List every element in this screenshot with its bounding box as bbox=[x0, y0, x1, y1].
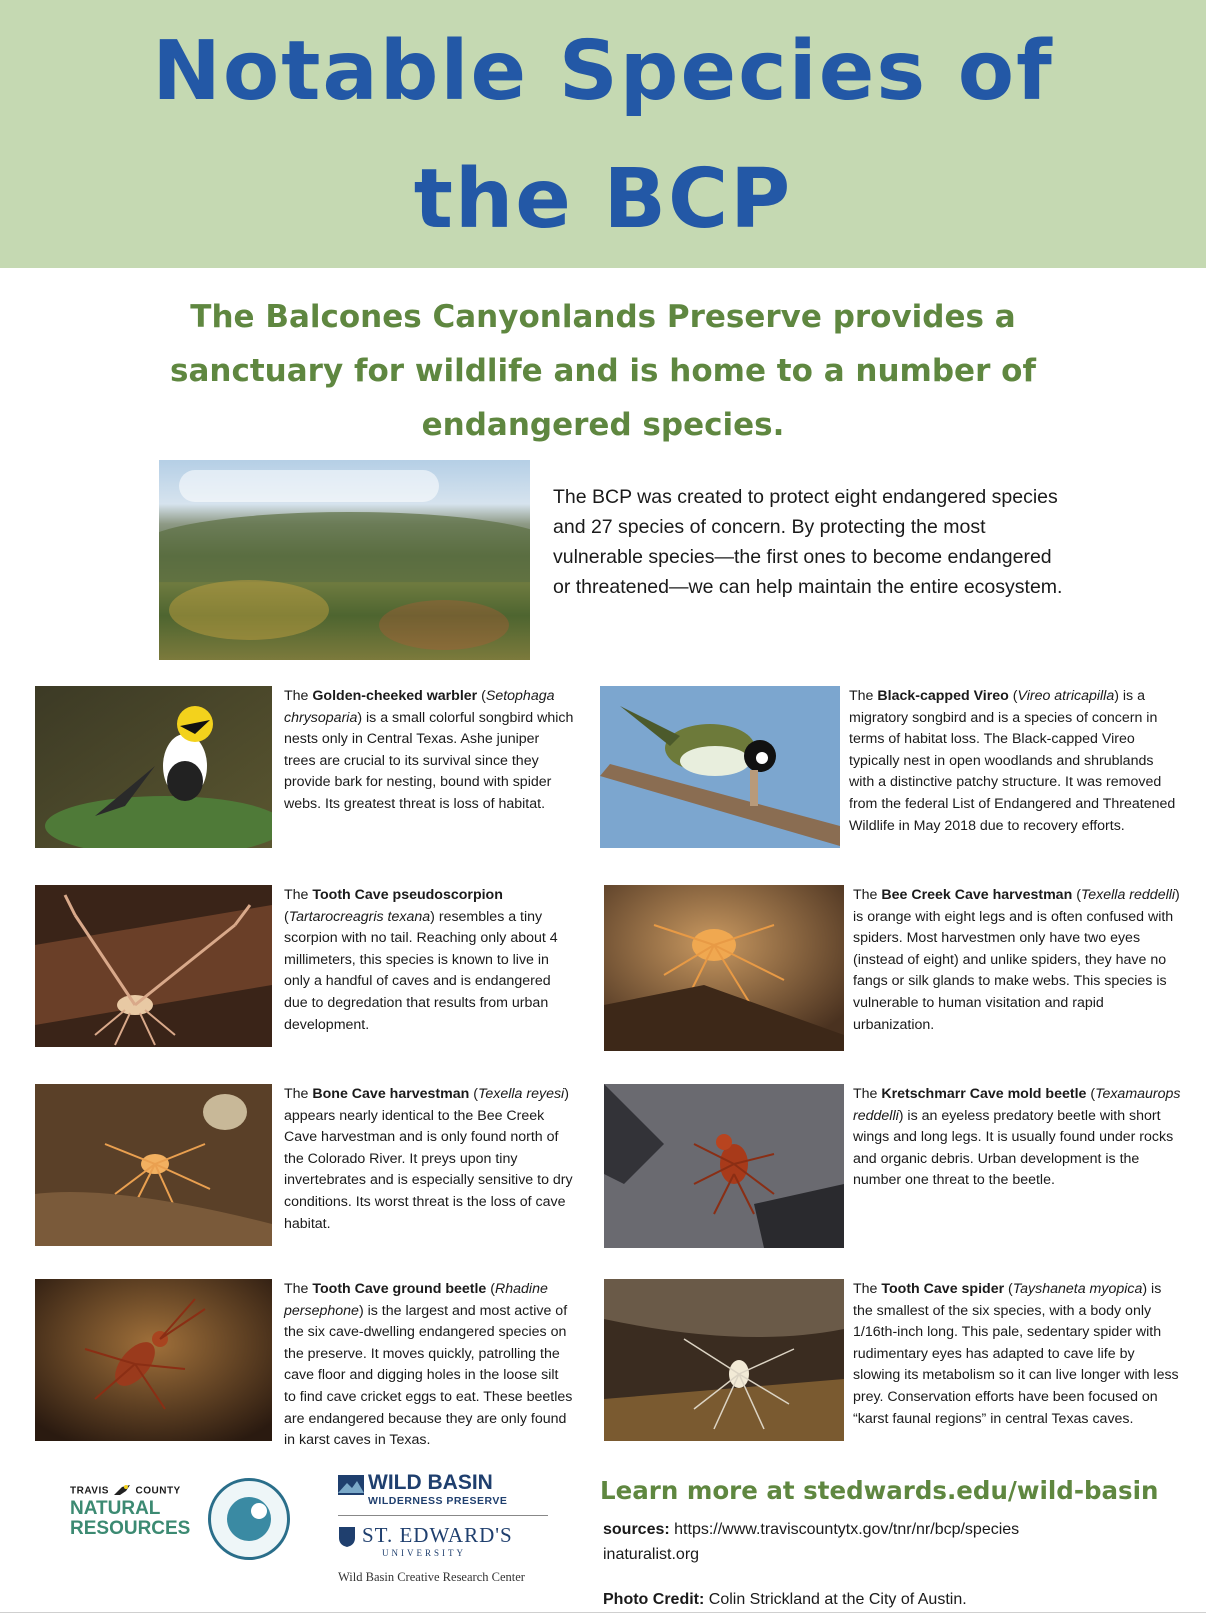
source-link-travis[interactable]: https://www.traviscountytx.gov/tnr/nr/bcp/species bbox=[669, 1521, 1020, 1538]
intro-paragraph bbox=[553, 482, 1093, 602]
shield-icon bbox=[338, 1526, 356, 1548]
species-card-tooth-cave-spider bbox=[604, 1279, 1179, 1459]
county-label: COUNTY bbox=[135, 1485, 181, 1497]
st-edwards-label: ST. EDWARD'S bbox=[362, 1522, 513, 1547]
tooth-cave-spider-photo bbox=[604, 1279, 844, 1441]
mountain-icon bbox=[338, 1475, 364, 1495]
black-capped-vireo-description: The Black-capped Vireo (Vireo atricapilla) is a migratory songbird and is a species of concern in terms of habitat loss. The Black-capped Vireo typically nest in open woodlands and shrublands with a distinctive patchy structure. It was removed from the federal List of Endangered and Threatened Wildlife in May 2018 due to recovery efforts. bbox=[849, 688, 1176, 834]
species-card-tooth-cave-ground-beetle bbox=[35, 1279, 595, 1459]
resources-label: RESOURCES bbox=[70, 1518, 191, 1539]
photo-credit-label: Photo Credit: bbox=[603, 1591, 705, 1608]
bottom-divider bbox=[0, 1612, 1206, 1613]
wilderness-preserve-label: WILDERNESS PRESERVE bbox=[368, 1494, 508, 1507]
bee-creek-cave-harvestman-photo bbox=[604, 885, 844, 1051]
learn-more-link[interactable]: Learn more at stedwards.edu/wild-basin bbox=[600, 1476, 1159, 1505]
subtitle-line-2: sanctuary for wildlife and is home to a number of bbox=[170, 353, 1036, 389]
photo-credit bbox=[603, 1590, 1163, 1610]
bee-creek-cave-harvestman-description: The Bee Creek Cave harvestman (Texella reddelli) is orange with eight legs and is often confused with spiders. Most harvestmen only have two eyes (instead of eight) and unlike spiders, they have no fangs or silk glands to make webs. This species is vulnerable to human visitation and rapid urbanization. bbox=[853, 887, 1180, 1033]
wild-basin-st-edwards-logo bbox=[338, 1472, 548, 1592]
black-capped-vireo-photo bbox=[600, 686, 840, 848]
tooth-cave-spider-description: The Tooth Cave spider (Tayshaneta myopica) is the smallest of the six species, with a body only 1/16th-inch long. This pale, sedentary spider with rudimentary eyes has adapted to cave life by slowing its metabolism so it can live longer with less prey. Conservation efforts have been focused on “karst faunal regions” in central Texas caves. bbox=[853, 1281, 1179, 1427]
divider bbox=[338, 1515, 548, 1516]
balcones-canyonlands-preserve-seal bbox=[208, 1478, 290, 1560]
kretschmarr-cave-mold-beetle-description: The Kretschmarr Cave mold beetle (Texamaurops reddelli) is an eyeless predatory beetle with short wings and long legs. It is usually found under rocks and organic debris. Urban development is the number one threat to the beetle. bbox=[853, 1086, 1181, 1189]
photo-credit-text: Colin Strickland at the City of Austin. bbox=[704, 1591, 967, 1608]
wild-basin-label: WILD BASIN bbox=[368, 1471, 493, 1494]
intro-line-2: and 27 species of concern. By protecting the most bbox=[553, 516, 986, 538]
golden-cheeked-warbler-photo bbox=[35, 686, 272, 848]
species-card-bee-creek-cave-harvestman bbox=[604, 885, 1180, 1065]
subtitle bbox=[150, 290, 1056, 452]
tooth-cave-ground-beetle-photo bbox=[35, 1279, 272, 1441]
sources-label: sources: bbox=[603, 1521, 670, 1538]
species-card-kretschmarr-cave-mold-beetle bbox=[604, 1084, 1181, 1264]
sources bbox=[603, 1517, 1163, 1567]
species-card-golden-cheeked-warbler bbox=[35, 686, 595, 866]
page-title-line-1: Notable Species of bbox=[152, 24, 1054, 119]
species-card-bone-cave-harvestman bbox=[35, 1084, 595, 1264]
kretschmarr-cave-mold-beetle-photo bbox=[604, 1084, 844, 1248]
title-banner bbox=[0, 0, 1206, 268]
golden-cheeked-warbler-description: The Golden-cheeked warbler (Setophaga chrysoparia) is a small colorful songbird which nests only in Central Texas. Ashe juniper trees are crucial to its survival since they provide bark for nesting, bound with spider webs. Its greatest threat is loss of habitat. bbox=[284, 688, 574, 812]
bird-icon bbox=[112, 1483, 132, 1499]
travis-county-natural-resources-logo bbox=[70, 1483, 200, 1553]
bone-cave-harvestman-description: The Bone Cave harvestman (Texella reyesi) appears nearly identical to the Bee Creek Cave harvestman and is only found north of the Colorado River. It preys upon tiny invertebrates and is especially sensitive to dry conditions. Its worst threat is the loss of cave habitat. bbox=[284, 1086, 573, 1232]
subtitle-line-1: The Balcones Canyonlands Preserve provides a bbox=[190, 299, 1016, 335]
intro-line-4: or threatened—we can help maintain the entire ecosystem. bbox=[553, 576, 1063, 598]
tooth-cave-pseudoscorpion-description: The Tooth Cave pseudoscorpion (Tartarocreagris texana) resembles a tiny scorpion with no tail. Reaching only about 4 millimeters, this species is known to live in only a handful of caves and is endangered due to degredation that results from urban development. bbox=[284, 887, 558, 1033]
source-link-inaturalist[interactable]: inaturalist.org bbox=[603, 1546, 700, 1563]
species-card-tooth-cave-pseudoscorpion bbox=[35, 885, 595, 1065]
natural-label: NATURAL bbox=[70, 1498, 161, 1519]
intro-line-3: vulnerable species—the first ones to become endangered bbox=[553, 546, 1052, 568]
travis-label: TRAVIS bbox=[70, 1485, 109, 1497]
tooth-cave-ground-beetle-description: The Tooth Cave ground beetle (Rhadine persephone) is the largest and most active of the six cave-dwelling endangered species on the preserve. It moves quickly, patrolling the cave floor and digging holes in the loose silt to find cave cricket eggs to eat. These beetles are endangered because they are only found in karst caves in Texas. bbox=[284, 1281, 573, 1449]
page-title bbox=[0, 8, 1206, 264]
tooth-cave-pseudoscorpion-photo bbox=[35, 885, 272, 1047]
research-center-label: Wild Basin Creative Research Center bbox=[338, 1570, 525, 1584]
university-label: UNIVERSITY bbox=[382, 1548, 466, 1558]
bone-cave-harvestman-photo bbox=[35, 1084, 272, 1246]
intro-line-1: The BCP was created to protect eight endangered species bbox=[553, 486, 1058, 508]
species-card-black-capped-vireo bbox=[600, 686, 1176, 866]
subtitle-line-3: endangered species. bbox=[421, 407, 785, 443]
landscape-photo bbox=[159, 460, 530, 660]
page-title-line-2: the BCP bbox=[413, 152, 793, 247]
